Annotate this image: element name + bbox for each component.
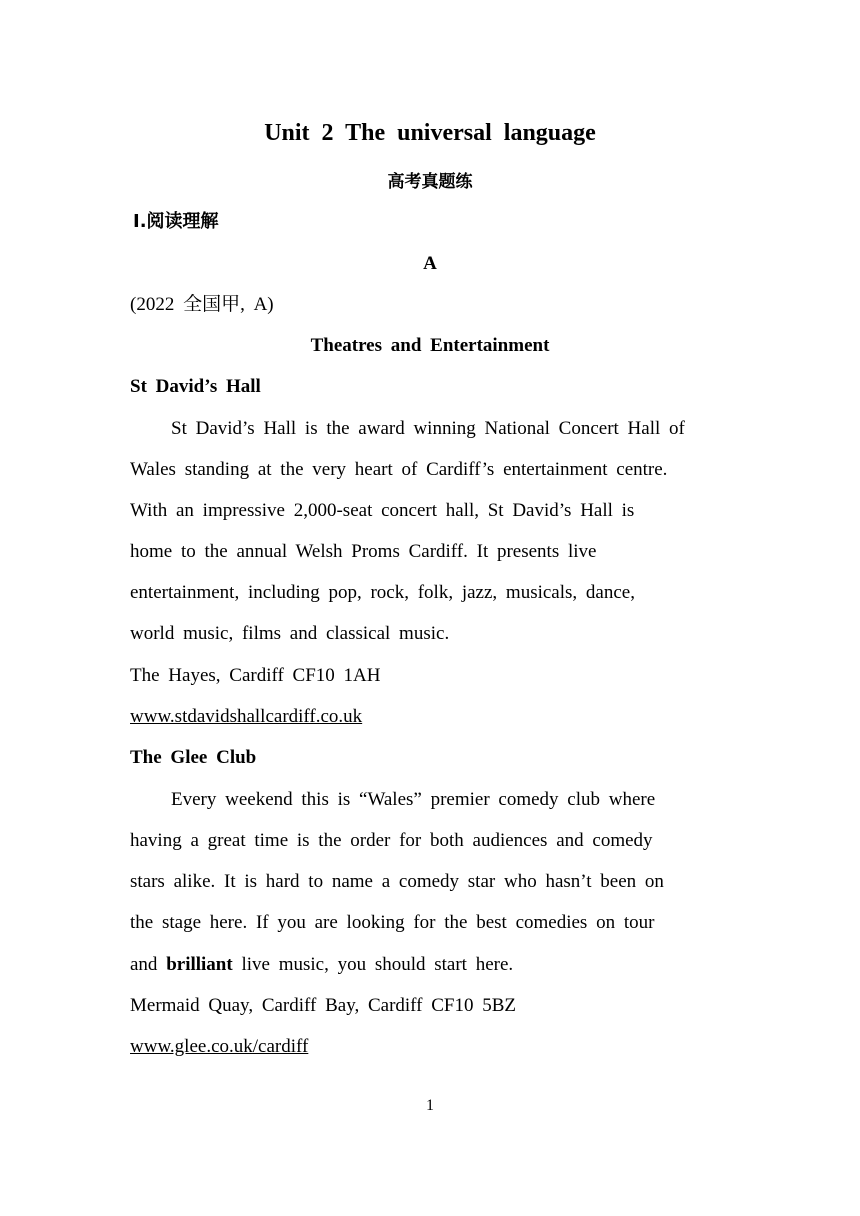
venue-description-line: the stage here. If you are looking for the best comedies on tour	[130, 912, 655, 933]
passage-letter: A	[423, 253, 437, 274]
venue-address: Mermaid Quay, Cardiff Bay, Cardiff CF10 5BZ	[130, 995, 517, 1016]
venue-description-line: St David’s Hall is the award winning National Concert Hall of	[171, 418, 685, 439]
section-heading: Ⅰ.阅读理解	[133, 211, 219, 232]
venue-description-line: having a great time is the order for both audiences and comedy	[130, 830, 653, 851]
venue-description-line: With an impressive 2,000-seat concert hall, St David’s Hall is	[130, 500, 635, 521]
source-label: (2022 全国甲, A)	[130, 294, 274, 315]
venue-description-line: Wales standing at the very heart of Cardiff’s entertainment centre.	[130, 459, 668, 480]
bold-word-brilliant: brilliant	[166, 954, 233, 975]
text-segment: and	[130, 954, 167, 975]
venue-name-glee-club: The Glee Club	[130, 747, 257, 768]
venue-description-last-line	[130, 953, 513, 977]
venue-website-link[interactable]: www.stdavidshallcardiff.co.uk	[130, 706, 363, 727]
venue-description-line: stars alike. It is hard to name a comedy star who hasn’t been on	[130, 871, 664, 892]
subtitle: 高考真题练	[387, 172, 473, 192]
venue-description-line: world music, films and classical music.	[130, 623, 450, 644]
venue-website-link[interactable]: www.glee.co.uk/cardiff	[130, 1036, 309, 1057]
venue-description-line: entertainment, including pop, rock, folk, jazz, musicals, dance,	[130, 582, 635, 603]
venue-address: The Hayes, Cardiff CF10 1AH	[130, 665, 381, 686]
text-segment: live music, you should start here.	[232, 954, 514, 975]
venue-name-st-davids-hall: St David’s Hall	[130, 376, 261, 397]
venue-description-line: Every weekend this is “Wales” premier comedy club where	[171, 789, 656, 810]
unit-title: Unit 2 The universal language	[264, 120, 596, 146]
venue-description-line: home to the annual Welsh Proms Cardiff. It presents live	[130, 541, 597, 562]
passage-title: Theatres and Entertainment	[310, 335, 550, 356]
page-number: 1	[426, 1097, 434, 1114]
